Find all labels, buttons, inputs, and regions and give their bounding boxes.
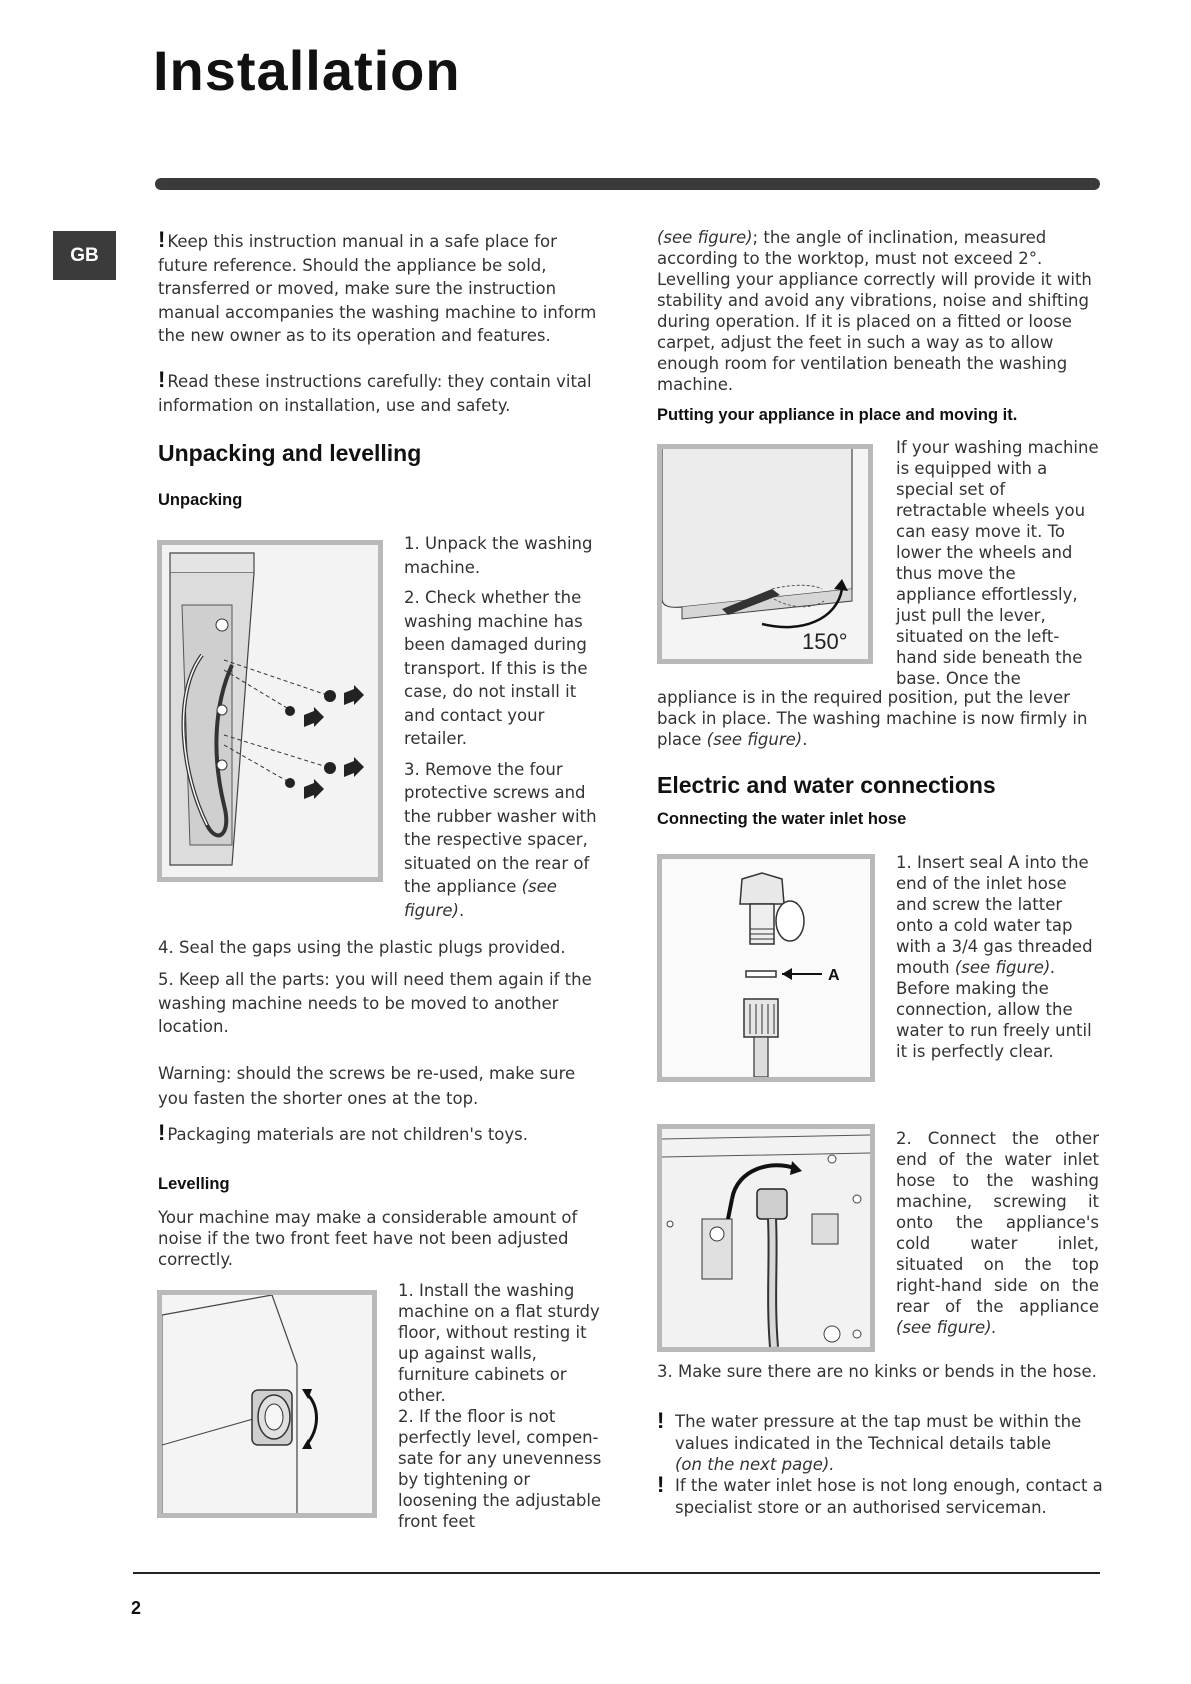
adjustable-foot-illustration [162,1295,372,1513]
warning-icon: ! [657,1408,665,1433]
inlet-step-2: 2. Connect the other end of the water inlet hose to the washing machine, screwing it onto the appliance's cold water inlet, situated on the top right-hand side on the rear of the appliance (see figure). [896,1129,1099,1337]
pressure-warning: ! The water pressure at the tap must be within the values indicated in the Technical details table (on the next page). [657,1408,1082,1474]
unpacking-steps [404,532,610,922]
unpacking-heading: Unpacking [158,491,243,509]
tap-seal-figure [657,854,875,1082]
inlet-step-3: 3. Make sure there are no kinks or bends in the hose. [657,1362,1097,1381]
levelling-step-2: 2. If the floor is not perfectly level, compen-sate for any unevenness by tightening or loosening the adjustable front feet [398,1407,602,1531]
lever-illustration [662,449,868,659]
levelling-heading: Levelling [158,1175,230,1193]
inlet-hose-heading: Connecting the water inlet hose [657,810,907,828]
moving-text-continued: appliance is in the required position, put the lever back in place. The washing machine is now firmly in place (see figure). [657,688,1088,749]
levelling-continued: (see figure); the angle of inclination, measured according to the worktop, must not exceed 2°. Levelling your appliance correctly will provide it with stability and avoid any vibrations, noise and shifting during operation. If it is placed on a fitted or loose carpet, adjust the feet in such a way as to allow enough room for ventilation beneath the washing machine. [657,228,1092,394]
intro-read-carefully: ! Read these instructions carefully: they contain vital information on installation, use and safety. [158,367,592,415]
unpacking-figure [157,540,383,882]
unpacking-step-2: 2. Check whether the washing machine has been damaged during transport. If this is the case, do not install it and contact your retailer. [404,588,588,748]
seal-a-label: A [828,967,840,984]
warning-icon: ! [158,1120,166,1145]
unpacking-step-1: 1. Unpack the washing machine. [404,534,593,577]
connections-heading: Electric and water connections [657,772,996,798]
moving-heading: Putting your appliance in place and moving it. [657,406,1018,424]
rear-inlet-figure [657,1124,875,1352]
levelling-step-1: 1. Install the washing machine on a flat sturdy floor, without resting it up against walls, furniture cabinets or other. [398,1281,600,1405]
header-rule [155,178,1100,190]
levelling-intro: Your machine may make a considerable amount of noise if the two front feet have not been adjusted correctly. [158,1208,578,1269]
tap-illustration [662,859,870,1077]
warning-icon: ! [158,227,166,252]
language-tab: GB [53,231,116,280]
screws-warning: Warning: should the screws be re-used, make sure you fasten the shorter ones at the top. [158,1064,576,1108]
warning-icon: ! [657,1472,665,1497]
warning-icon: ! [158,367,166,392]
levelling-steps [398,1280,610,1532]
moving-text-side: If your washing machine is equipped with a special set of retractable wheels you can easy move it. To lower the wheels and thus move the appliance effortlessly, just pull the lever, situated on the left-hand side beneath the base. Once the [896,438,1099,688]
inlet-step-1: 1. Insert seal A into the end of the inlet hose and screw the latter onto a cold water tap with a 3/4 gas threaded mouth (see figure). Before making the connection, allow the water to run freely until it is perfectly clear. [896,852,1099,1062]
packaging-warning: ! Packaging materials are not children's toys. [158,1120,528,1145]
unpacking-step-4: 4. Seal the gaps using the plastic plugs provided. [158,938,566,957]
lever-angle-label: 150° [802,629,848,654]
inlet-step-1-note: Before making the connection, allow the water to run freely until it is perfectly clear. [896,979,1092,1061]
levelling-figure [157,1290,377,1518]
wheels-lever-figure [657,444,873,664]
hose-length-warning: ! If the water inlet hose is not long enough, contact a specialist store or an authorised serviceman. [657,1472,1103,1517]
page-title: Installation [153,39,461,102]
rear-inlet-illustration [662,1129,870,1347]
unpacking-step-3: 3. Remove the four protective screws and the rubber washer with the respective spacer, situated on the rear of the appliance (see figure). [404,759,597,920]
footer-rule [133,1572,1100,1574]
unpacking-levelling-heading: Unpacking and levelling [158,440,422,466]
intro-keep-manual: ! Keep this instruction manual in a safe place for future reference. Should the appliance be sold, transferred or moved, make sure the instruction manual accompanies the washing machine to inform the new owner as to its operation and features. [158,227,597,345]
rear-screws-illustration [162,545,378,877]
page-number: 2 [131,1598,142,1618]
unpacking-step-5: 5. Keep all the parts: you will need them again if the washing machine needs to be moved to another location. [158,970,592,1036]
